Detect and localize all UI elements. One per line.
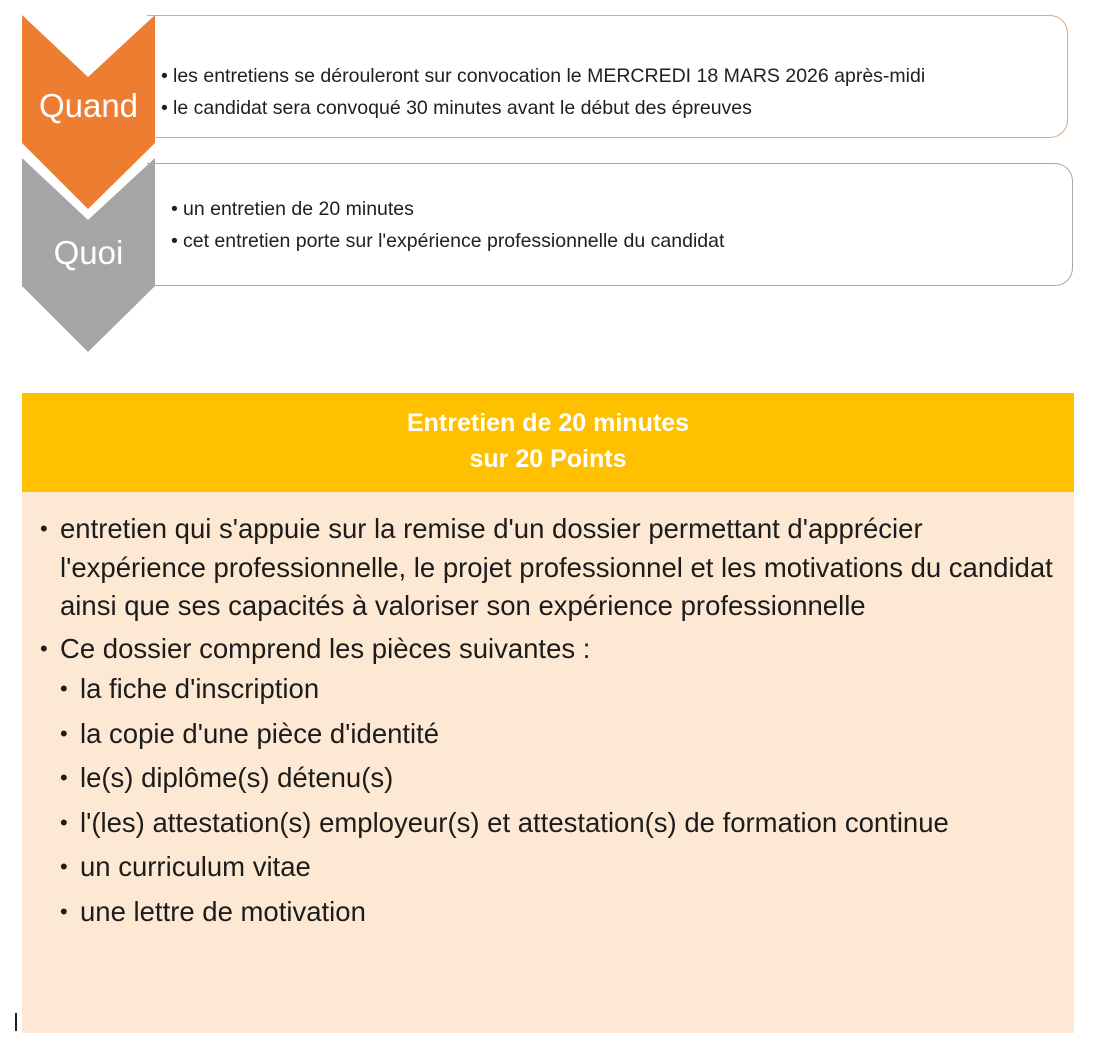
panel-title-line1: Entretien de 20 minutes <box>406 409 690 437</box>
list-item: • un curriculum vitae <box>38 848 1074 887</box>
quand-label: Quand <box>38 87 139 124</box>
bullet-icon: • <box>161 65 168 87</box>
list-item: • l'(les) attestation(s) employeur(s) et attestation(s) de formation continue <box>38 804 1074 843</box>
panel-title-line2: sur 20 Points <box>469 445 627 473</box>
quoi-bullet-item: • un entretien de 20 minutes <box>171 193 724 225</box>
bullet-icon: • <box>60 765 68 790</box>
quoi-info-box <box>147 163 1073 286</box>
panel-body <box>22 492 1074 1033</box>
quoi-label: Quoi <box>53 234 124 271</box>
quoi-bullet-item: • cet entretien porte sur l'expérience professionnelle du candidat <box>171 225 724 257</box>
bullet-icon: • <box>171 198 178 220</box>
bullet-icon: • <box>60 809 68 835</box>
list-item: • la fiche d'inscription <box>38 670 1074 709</box>
bullet-icon: • <box>60 676 68 701</box>
quand-bullet-list <box>161 60 925 124</box>
text-cursor <box>15 1013 17 1031</box>
main-bullet-list <box>38 510 1074 668</box>
bullet-icon: • <box>40 635 48 661</box>
quand-info-box <box>147 15 1068 138</box>
bullet-icon: • <box>60 898 68 924</box>
list-item: • une lettre de motivation <box>38 893 1074 932</box>
list-item: • la copie d'une pièce d'identité <box>38 715 1074 754</box>
quand-chevron <box>22 15 155 209</box>
list-item: • Ce dossier comprend les pièces suivantes : <box>38 630 1074 669</box>
interview-panel <box>22 393 1074 1033</box>
list-item: • entretien qui s'appuie sur la remise d'un dossier permettant d'apprécier l'expérience professionnelle, le projet professionnel et les motivations du candidat ainsi que ses capacités à valoriser son expérience professionnelle <box>38 510 1074 626</box>
list-item: • le(s) diplôme(s) détenu(s) <box>38 759 1074 798</box>
quand-bullet-item: • les entretiens se dérouleront sur convocation le MERCREDI 18 MARS 2026 après-midi <box>161 60 925 92</box>
bullet-icon: • <box>60 720 68 746</box>
bullet-icon: • <box>40 516 48 541</box>
bullet-icon: • <box>60 854 68 879</box>
document-pieces-list <box>38 670 1074 931</box>
panel-header <box>22 393 1074 492</box>
bullet-icon: • <box>161 97 168 119</box>
bullet-icon: • <box>171 230 178 252</box>
quoi-bullet-list <box>171 193 724 257</box>
quand-bullet-item: • le candidat sera convoqué 30 minutes avant le début des épreuves <box>161 92 925 124</box>
